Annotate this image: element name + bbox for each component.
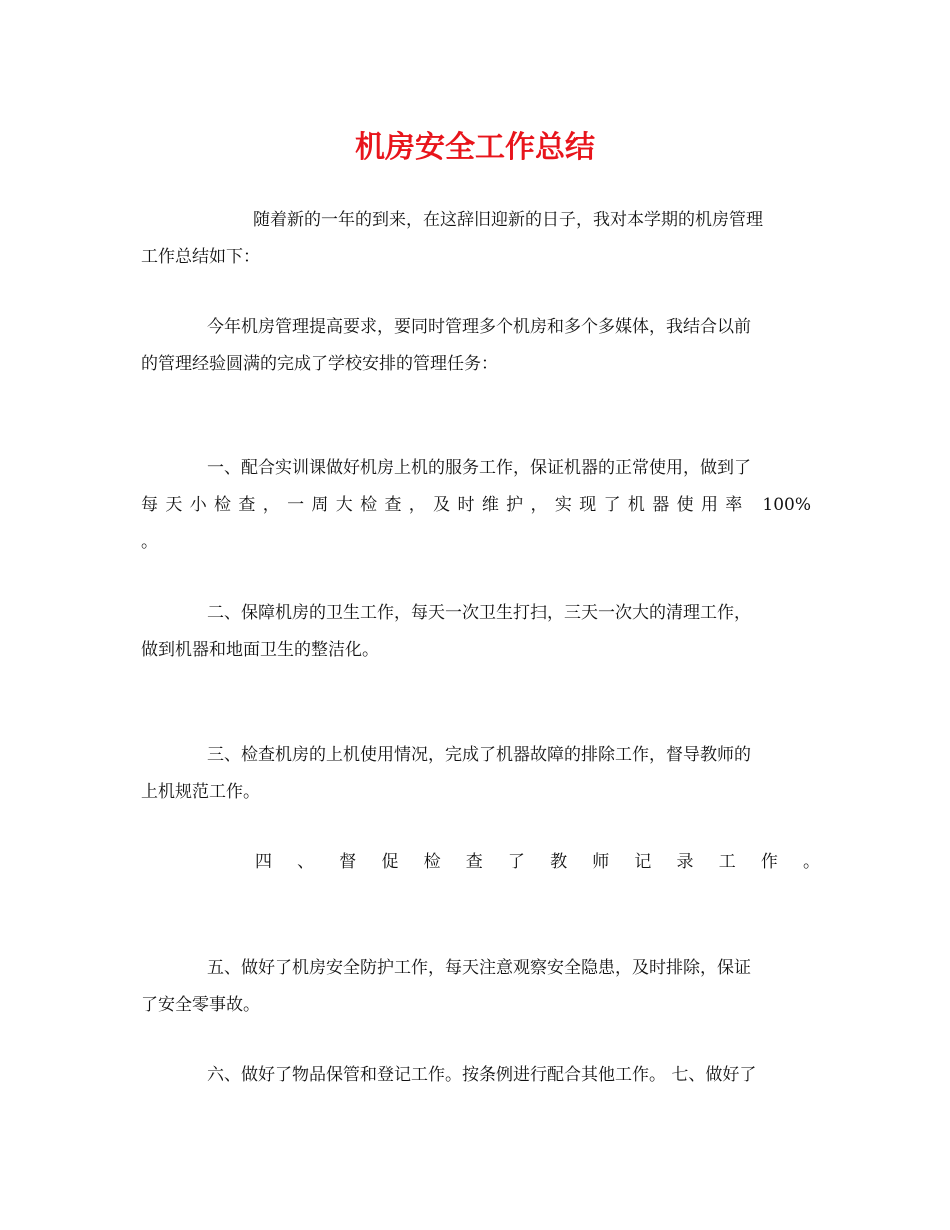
item-5-line-2: 了安全零事故。 <box>141 995 260 1015</box>
paragraph-overview-line-2: 的管理经验圆满的完成了学校安排的管理任务： <box>141 354 498 374</box>
document-title: 机房安全工作总结 <box>355 130 595 165</box>
item-3-line-2: 上机规范工作。 <box>141 782 260 802</box>
item-4-line-1: 四、督促检查了教师记录工作。 <box>255 852 820 872</box>
item-6-line-1: 六、做好了物品保管和登记工作。按条例进行配合其他工作。 七、做好了 <box>207 1065 757 1085</box>
item-1-line-1: 一、配合实训课做好机房上机的服务工作，保证机器的正常使用，做到了 <box>207 458 751 478</box>
item-3-line-1: 三、检查机房的上机使用情况，完成了机器故障的排除工作，督导教师的 <box>207 745 751 765</box>
paragraph-overview-line-1: 今年机房管理提高要求，要同时管理多个机房和多个多媒体，我结合以前 <box>207 317 751 337</box>
item-1-line-3: 。 <box>141 532 158 552</box>
paragraph-intro-line-2: 工作总结如下： <box>141 247 260 267</box>
paragraph-intro-line-1: 随着新的一年的到来，在这辞旧迎新的日子，我对本学期的机房管理 <box>253 210 763 230</box>
item-5-line-1: 五、做好了机房安全防护工作，每天注意观察安全隐患，及时排除，保证 <box>207 958 751 978</box>
item-1-line-2: 每天小检查，一周大检查，及时维护，实现了机器使用率 100% <box>141 495 811 515</box>
item-2-line-2: 做到机器和地面卫生的整洁化。 <box>141 640 379 660</box>
item-2-line-1: 二、保障机房的卫生工作，每天一次卫生打扫，三天一次大的清理工作， <box>207 603 751 623</box>
